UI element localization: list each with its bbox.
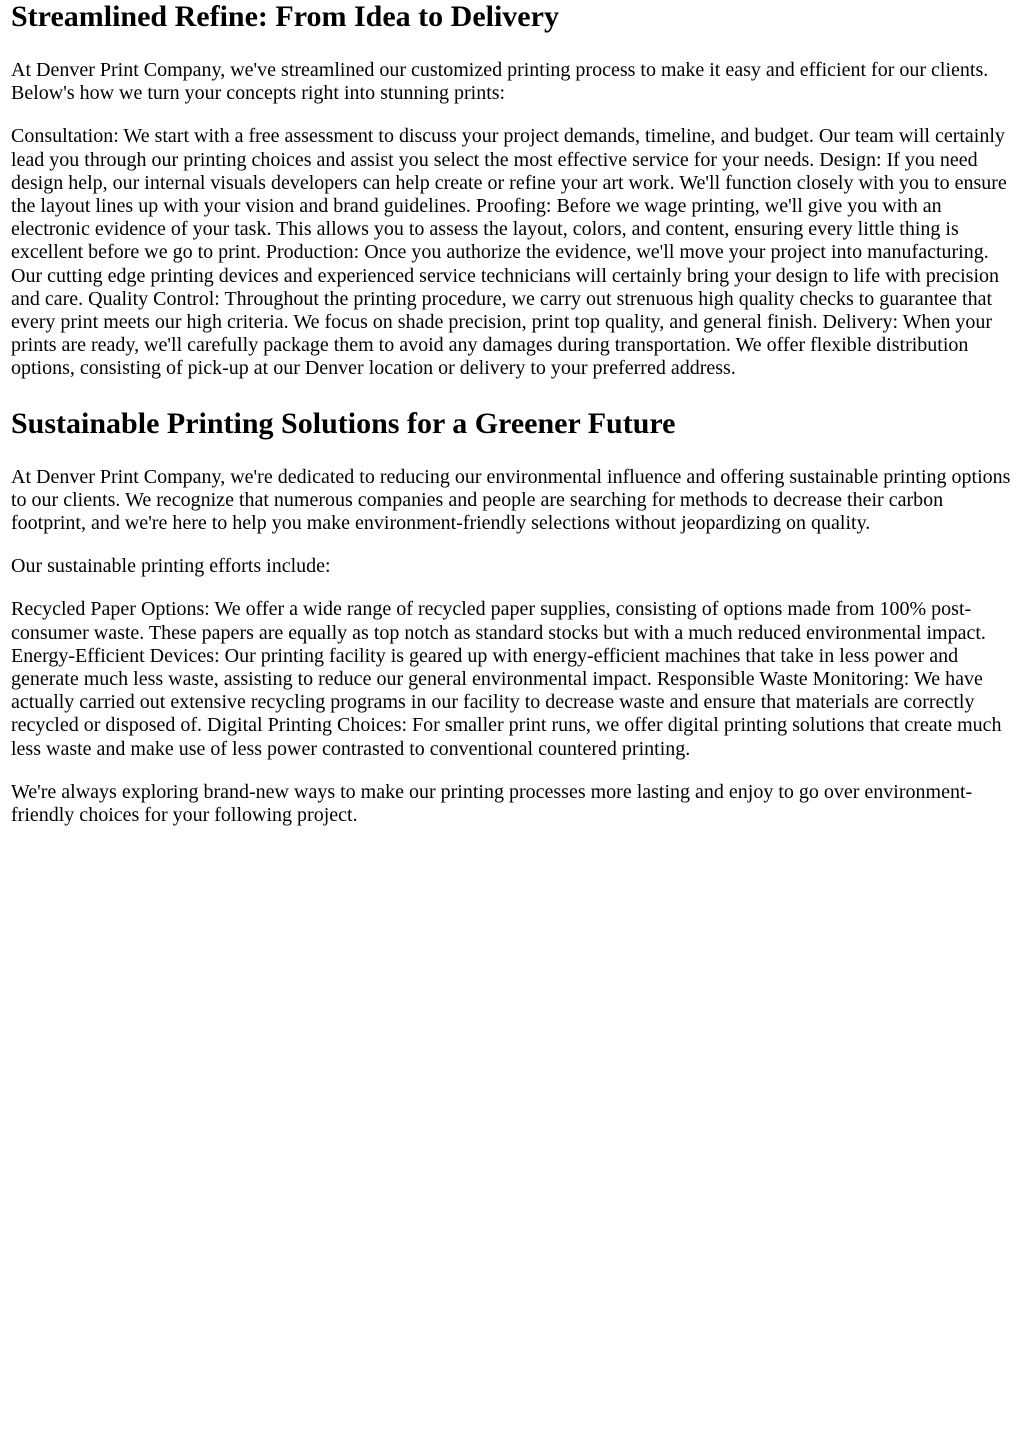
process-section <box>11 0 1013 381</box>
sustainability-lead-paragraph: Our sustainable printing efforts include: <box>11 555 331 578</box>
process-heading: Streamlined Refine: From Idea to Delivery <box>11 0 559 33</box>
sustainability-closing-paragraph: We're always exploring brand-new ways to make our printing processes more lasting and enjoy to go over environment-friendly choices for your following project. <box>11 780 973 827</box>
sustainability-heading: Sustainable Printing Solutions for a Greener Future <box>11 406 676 440</box>
sustainability-section <box>11 407 1013 828</box>
sustainability-efforts-paragraph: Recycled Paper Options: We offer a wide range of recycled paper supplies, consisting of options made from 100% post-consumer waste. These papers are equally as top notch as standard stocks but with a much reduced environmental impact. Energy-Efficient Devices: Our printing facility is geared up with energy-efficient machines that take in less power and generate much less waste, assisting to reduce our general environmental impact. Responsible Waste Monitoring: We have actually carried out extensive recycling programs in our facility to decrease waste and ensure that materials are correctly recycled or disposed of. Digital Printing Choices: For smaller print runs, we offer digital printing solutions that create much less waste and make use of less power contrasted to conventional countered printing. <box>11 598 1002 760</box>
process-steps-paragraph: Consultation: We start with a free assessment to discuss your project demands, timeline, and budget. Our team will certainly lead you through our printing choices and assist you select the most effective service for your needs. Design: If you need design help, our internal visuals developers can help create or refine your art work. We'll function closely with you to ensure the layout lines up with your vision and brand guidelines. Proofing: Before we wage printing, we'll give you with an electronic evidence of your task. This allows you to assess the layout, colors, and content, ensuring every little thing is excellent before we go to print. Production: Once you authorize the evidence, we'll move your project into manufacturing. Our cutting edge printing devices and experienced service technicians will certainly bring your design to life with precision and care. Quality Control: Throughout the printing procedure, we carry out strenuous high quality checks to guarantee that every print meets our high criteria. We focus on shade precision, print top quality, and general finish. Delivery: When your prints are ready, we'll carefully package them to avoid any damages during transportation. We offer flexible distribution options, consisting of pick-up at our Denver location or delivery to your preferred address. <box>11 125 1007 380</box>
process-intro-paragraph: At Denver Print Company, we've streamlined our customized printing process to make it easy and efficient for our clients. Below's how we turn your concepts right into stunning prints: <box>11 59 989 105</box>
sustainability-intro-paragraph: At Denver Print Company, we're dedicated to reducing our environmental influence and offering sustainable printing options to our clients. We recognize that numerous companies and people are searching for methods to decrease their carbon footprint, and we're here to help you make environment-friendly selections without jeopardizing on quality. <box>11 465 1011 535</box>
